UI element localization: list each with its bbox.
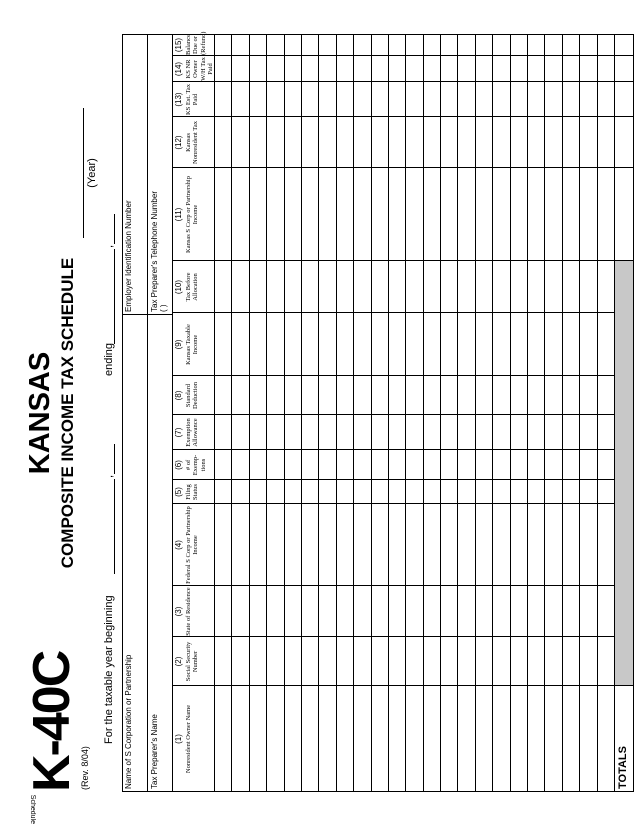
period-ending: ending [103, 342, 115, 376]
field-divider [122, 314, 172, 315]
table-row[interactable] [423, 34, 440, 792]
column-number: (13) [174, 92, 183, 107]
column-header: Kansas Taxable Income [185, 324, 200, 365]
column-number: (4) [174, 540, 183, 550]
column-header: Standard Deduction [185, 381, 200, 410]
table-row[interactable] [597, 34, 614, 792]
table-row[interactable] [544, 34, 562, 792]
column-header: Tax Before Allocation [185, 272, 200, 302]
table-row[interactable] [440, 34, 457, 792]
column-number: (12) [174, 135, 183, 150]
begin-date-line[interactable] [114, 479, 115, 574]
form-title: COMPOSITE INCOME TAX SCHEDULE [58, 257, 77, 569]
preparer-name-label: Tax Preparer's Name [150, 714, 159, 789]
end-date-line[interactable] [114, 249, 115, 344]
phone-parens: ( ) [159, 304, 168, 312]
table-row[interactable] [353, 34, 371, 792]
table-row[interactable] [562, 34, 579, 792]
state-title: KANSAS [24, 351, 56, 475]
form-id: K-40C [23, 651, 81, 792]
column-header: State of Residence [185, 587, 192, 636]
column-number: (10) [174, 279, 183, 295]
end-year-line[interactable] [114, 214, 115, 244]
comma-1: , [103, 474, 115, 478]
column-number: (7) [174, 427, 183, 438]
column-header: Federal S Corp or Partnership Income [185, 506, 200, 584]
table-row[interactable] [457, 34, 475, 792]
column-header: Exemption Allowance [185, 418, 200, 447]
period-prefix: For the taxable year beginning [103, 595, 115, 744]
table-row[interactable] [405, 34, 423, 792]
column-number: (8) [174, 390, 183, 401]
field-divider [172, 34, 173, 792]
table-row[interactable] [301, 34, 318, 792]
revision: (Rev. 8/04) [80, 746, 90, 790]
table-row[interactable] [266, 34, 284, 792]
column-number: (15) [174, 37, 183, 53]
column-header: Filing Status [185, 484, 200, 500]
column-header: Social Security Number [185, 641, 200, 682]
table-row[interactable] [336, 34, 353, 792]
column-header: Kansas Nonresident Tax [185, 121, 200, 164]
table-row[interactable] [492, 34, 510, 792]
table-row[interactable] [527, 34, 544, 792]
table-row[interactable] [284, 34, 301, 792]
field-divider [147, 34, 148, 792]
column-header: Balance Due or (Refund) [185, 31, 207, 55]
column-header: KS NR Owner W/H Tax Paid [185, 57, 215, 81]
column-header: KS Est. Tax Paid [185, 83, 200, 116]
column-header: Kansas S Corp or Partnership Income [185, 176, 200, 253]
column-number: (11) [174, 207, 183, 222]
year-line[interactable] [83, 108, 84, 238]
totals-shaded-area [615, 261, 633, 685]
table-row[interactable] [579, 34, 597, 792]
table-row[interactable] [231, 34, 249, 792]
ein-label: Employer Identification Number [124, 200, 133, 312]
comma-2: , [103, 244, 115, 248]
schedule-label: Schedule [29, 794, 36, 824]
begin-year-line[interactable] [114, 444, 115, 474]
column-number: (14) [174, 61, 183, 77]
column-header: # of Exemp-tions [185, 454, 207, 476]
year-label: (Year) [86, 158, 98, 188]
table-row[interactable] [318, 34, 336, 792]
table-row[interactable] [388, 34, 405, 792]
column-number: (5) [174, 487, 183, 497]
table-row[interactable] [249, 34, 266, 792]
column-number: (2) [174, 656, 183, 667]
table-row[interactable] [214, 34, 231, 792]
column-number: (1) [174, 734, 183, 744]
corp-name-label: Name of S Corporation or Partnership [124, 654, 133, 789]
table-row[interactable] [510, 34, 527, 792]
totals-label: TOTALS [617, 746, 629, 789]
column-number: (6) [174, 460, 183, 470]
table-row[interactable] [475, 34, 492, 792]
column-number: (3) [174, 606, 183, 617]
column-number: (9) [174, 339, 183, 350]
table-row[interactable] [371, 34, 388, 792]
column-header: Nonresident Owner Name [185, 704, 192, 774]
preparer-phone-label: Tax Preparer's Telephone Number [150, 191, 159, 312]
